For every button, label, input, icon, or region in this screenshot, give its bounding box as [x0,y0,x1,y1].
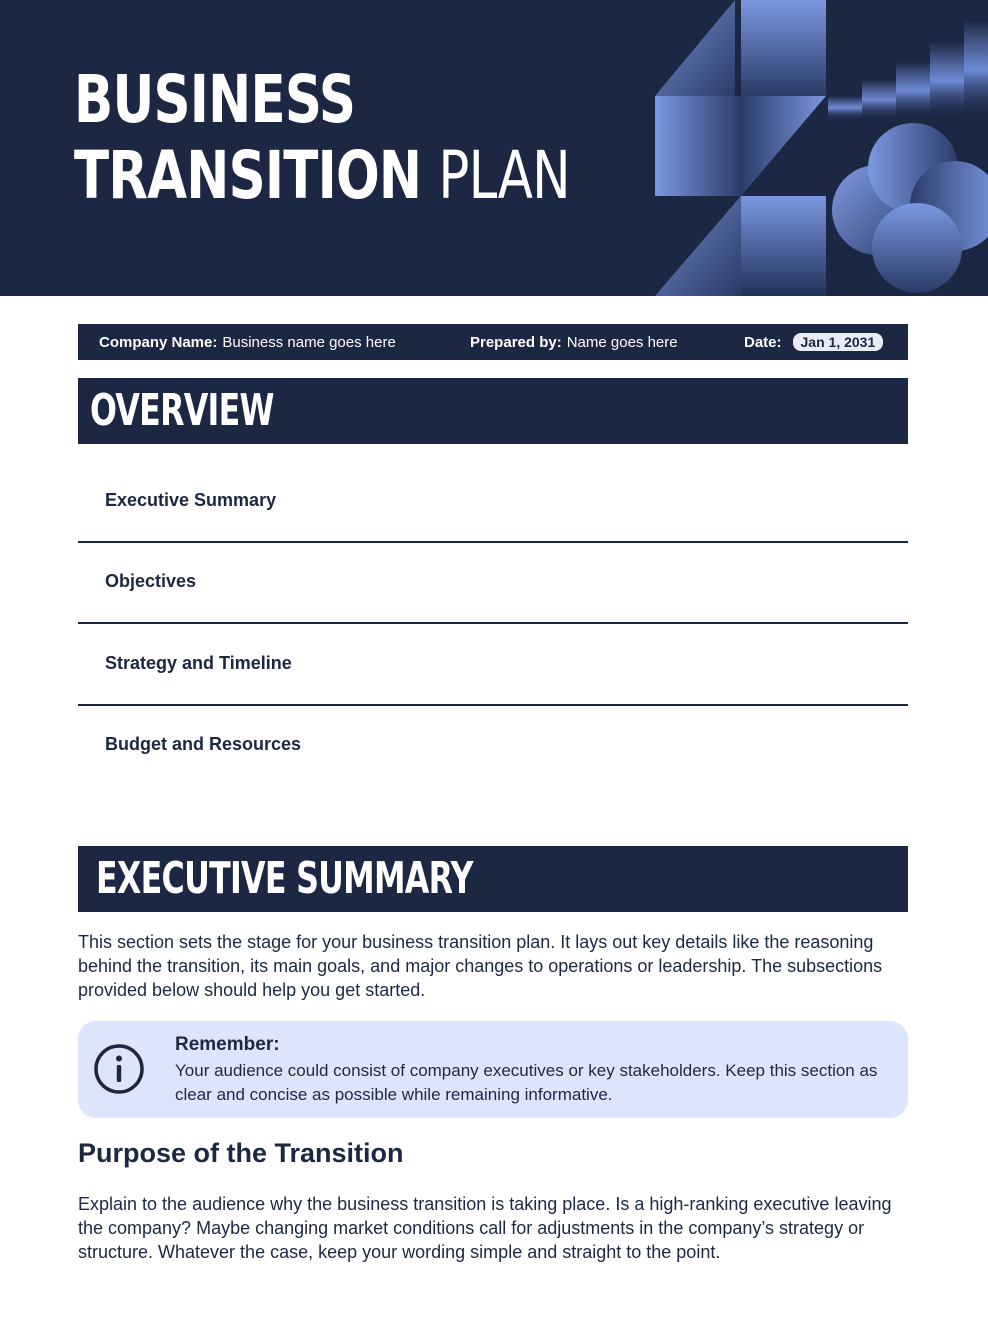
title-word-transition: TRANSITION [74,137,422,214]
date-field [744,324,883,360]
date-label: Date: [744,333,782,351]
overview-item-label: Strategy and Timeline [105,653,292,673]
info-icon [93,1043,145,1095]
company-name-field [99,324,396,360]
company-name-value: Business name goes here [222,333,396,351]
purpose-subheading: Purpose of the Transition [78,1138,404,1168]
date-value: Jan 1, 2031 [793,333,884,351]
overview-item-label: Executive Summary [105,490,277,510]
remember-callout [78,1021,908,1118]
overview-item[interactable] [78,462,908,543]
executive-summary-intro: This section sets the stage for your business transition plan. It lays out key details like the reasoning behind the transition, its main goals, and major changes to operations or leadership. The subsections provided below should help you get started. [78,932,883,1000]
title-line-2 [74,138,570,214]
overview-item-label: Objectives [105,571,197,591]
overview-heading-banner [78,378,908,444]
prepared-by-label: Prepared by: [470,333,562,351]
executive-summary-heading-banner [78,846,908,912]
overview-heading: OVERVIEW [90,385,274,436]
document-title [74,62,710,214]
callout-title: Remember: [175,1034,280,1055]
document-info-bar [78,324,908,360]
header-banner [0,0,988,296]
title-line-1: BUSINESS [74,61,356,138]
overview-item[interactable] [78,625,908,706]
overview-item-label: Budget and Resources [105,734,302,754]
executive-summary-heading: EXECUTIVE SUMMARY [96,853,473,904]
overview-item[interactable] [78,706,908,787]
callout-body: Your audience could consist of company executives or key stakeholders. Keep this section as clear and concise as possible while remaining informative. [175,1061,878,1104]
overview-item[interactable] [78,543,908,624]
purpose-paragraph: Explain to the audience why the business transition is taking place. Is a high-ranking executive leaving the company? Maybe changing market conditions call for adjustments in the company’s strategy or structure. Whatever the case, keep your wording simple and straight to the point. [78,1194,892,1262]
decorative-geometric-graphic [655,0,988,296]
prepared-by-value: Name goes here [566,333,678,351]
title-word-plan: PLAN [438,137,570,214]
company-name-label: Company Name: [99,333,218,351]
prepared-by-field [470,324,678,360]
